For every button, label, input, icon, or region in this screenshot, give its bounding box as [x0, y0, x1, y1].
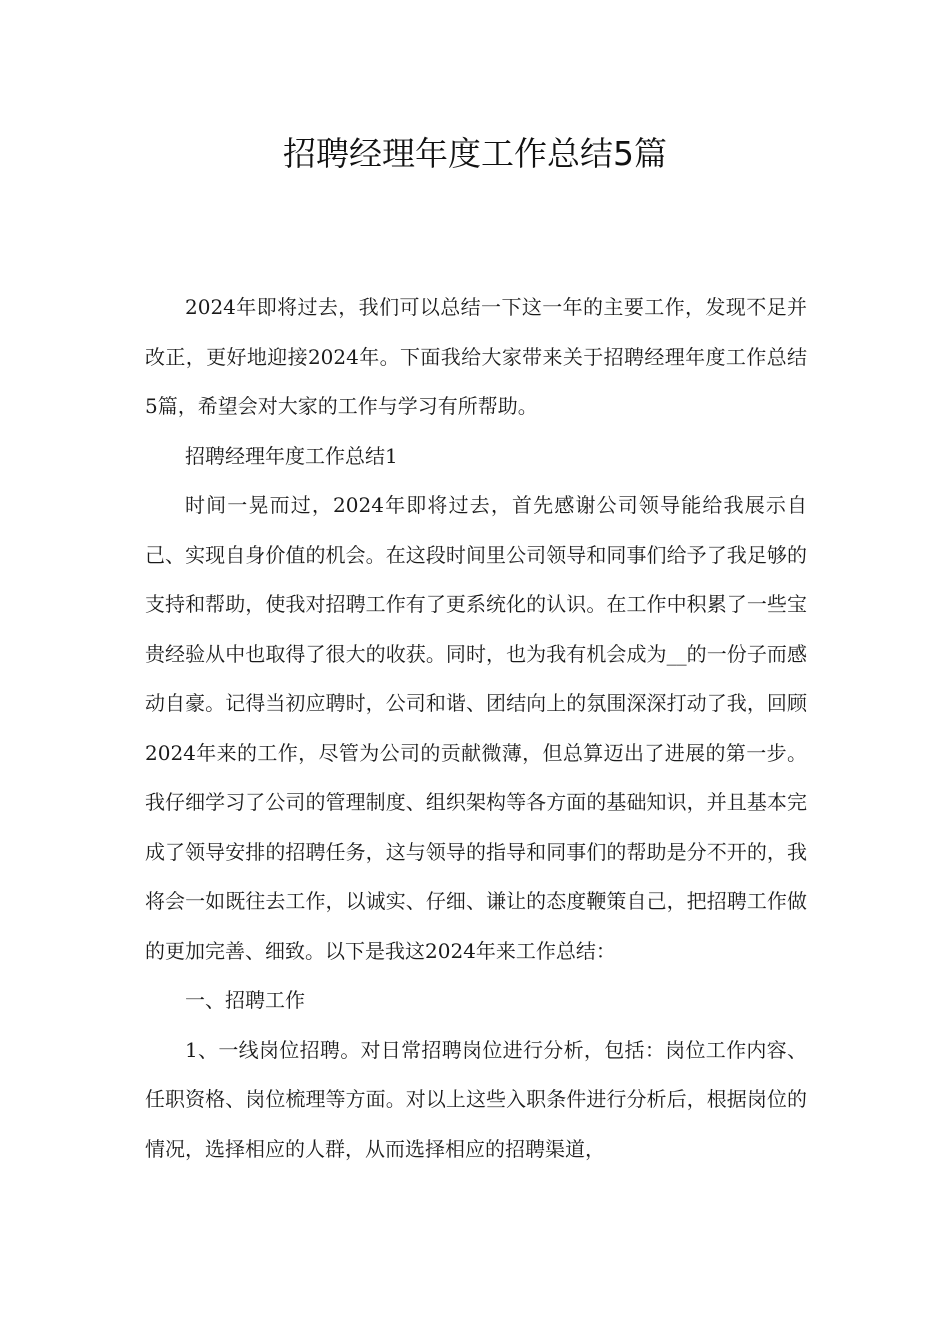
document-body	[145, 283, 807, 1174]
document-title: 招聘经理年度工作总结5篇	[283, 134, 667, 173]
intro-paragraph: 2024年即将过去，我们可以总结一下这一年的主要工作，发现不足并改正，更好地迎接2024年。下面我给大家带来关于招聘经理年度工作总结5篇，希望会对大家的工作与学习有所帮助。	[145, 295, 807, 418]
body-paragraph: 时间一晃而过，2024年即将过去，首先感谢公司领导能给我展示自己、实现自身价值的机会。在这段时间里公司领导和同事们给予了我足够的支持和帮助，使我对招聘工作有了更系统化的认识。在工作中积累了一些宝贵经验从中也取得了很大的收获。同时，也为我有机会成为__的一份子而感动自豪。记得当初应聘时，公司和谐、团结向上的氛围深深打动了我，回顾2024年来的工作，尽管为公司的贡献微薄，但总算迈出了进展的第一步。我仔细学习了公司的管理制度、组织架构等各方面的基础知识，并且基本完成了领导安排的招聘任务，这与领导的指导和同事们的帮助是分不开的，我将会一如既往去工作，以诚实、仔细、谦让的态度鞭策自己，把招聘工作做的更加完善、细致。以下是我这2024年来工作总结：	[145, 493, 807, 963]
section-heading-recruitment: 一、招聘工作	[185, 988, 305, 1012]
body-paragraph-frontline: 1、一线岗位招聘。对日常招聘岗位进行分析，包括：岗位工作内容、任职资格、岗位梳理等方面。对以上这些入职条件进行分析后，根据岗位的情况，选择相应的人群，从而选择相应的招聘渠道，	[145, 1037, 807, 1161]
section-heading-summary-1: 招聘经理年度工作总结1	[185, 443, 398, 468]
